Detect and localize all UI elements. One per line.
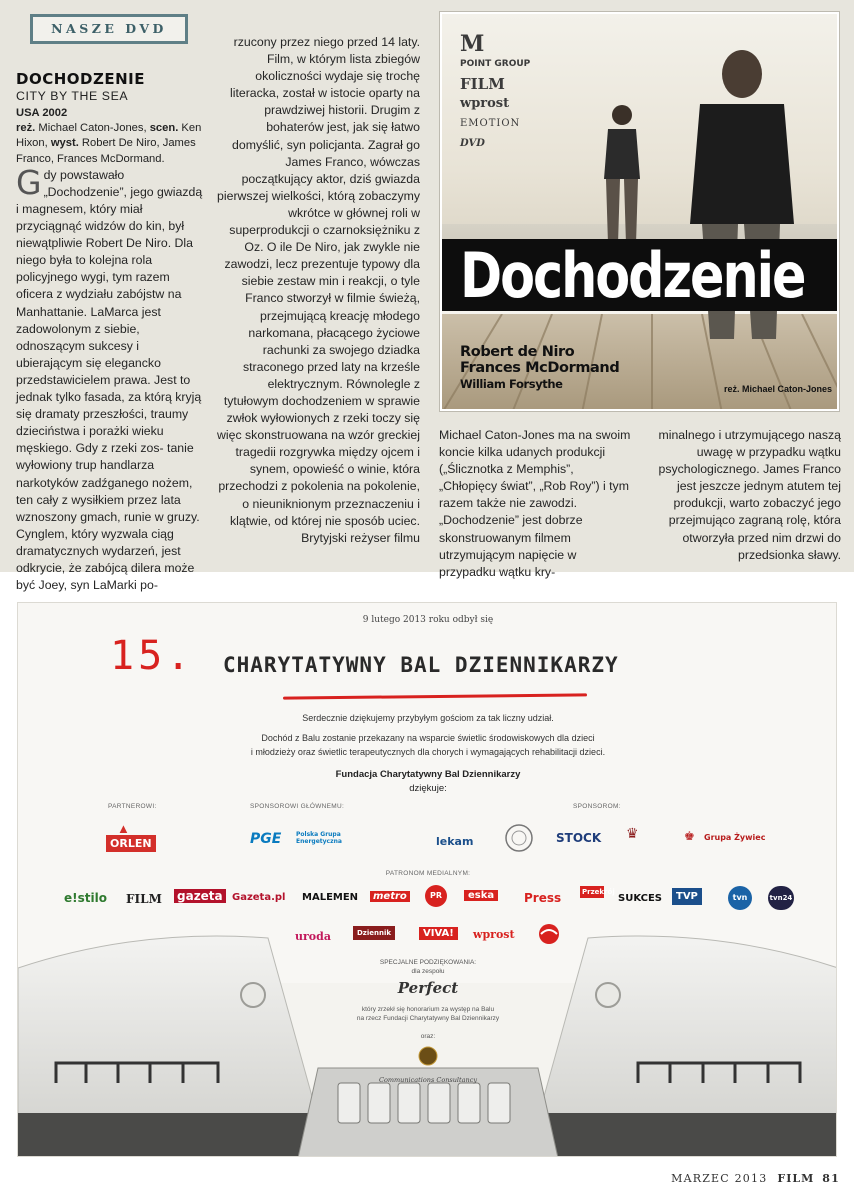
orlen-logo: ORLEN bbox=[106, 835, 156, 852]
point-group-logo: POINT GROUP bbox=[460, 59, 531, 69]
page-footer bbox=[671, 1172, 840, 1185]
emotion-logo: EMOTION bbox=[460, 118, 521, 129]
ad-thanks: Serdecznie dziękujemy przybyłym gościom za tak liczny udział. Dochód z Balu zostanie przekazany na wsparcie świetlic środowiskowych dla dzieci i młodzieży oraz świetlic terapeutycznych dla chorych i wymagających rehabilitacji dzieci. bbox=[250, 713, 606, 757]
media-label: PATRONOM MEDIALNYM: bbox=[385, 870, 471, 877]
cc-emblem-icon bbox=[418, 1045, 438, 1067]
stock-logo: STOCK bbox=[556, 831, 602, 845]
wprost-media-logo: wprost bbox=[473, 928, 515, 941]
gazetapl-logo: Gazeta.pl bbox=[232, 892, 286, 903]
dziennik-logo: Dziennik bbox=[353, 926, 395, 940]
przekroj-logo: Przekrój bbox=[582, 888, 615, 896]
credits: reż. Michael Caton-Jones, scen. Ken Hixon, wyst. Robert De Niro, James Franco, Frances McDormand. bbox=[16, 122, 202, 165]
film-meta bbox=[16, 106, 207, 167]
polsat-icon bbox=[535, 923, 565, 945]
perfect-band-logo: Perfect bbox=[397, 979, 459, 997]
ad-edition-number: 15. bbox=[110, 633, 195, 679]
lekam-logo: lekam bbox=[436, 835, 474, 848]
article-title: DOCHODZENIE bbox=[16, 70, 145, 88]
article-column-1 bbox=[16, 70, 207, 594]
eagle-icon: ▲ bbox=[117, 821, 130, 836]
country-year: USA 2002 bbox=[16, 107, 68, 119]
uroda-logo: uroda bbox=[295, 930, 331, 943]
vodka-crest-icon: ♛ bbox=[626, 825, 639, 841]
page-number: 81 bbox=[822, 1172, 840, 1185]
article-body-2: rzucony przez niego przed 14 laty. Film, w którym lista zbiegów okoliczności wydaje się trochę literacka, został w istocie oparty na prawdziwej historii. Drugim z bohaterów jest, jak się łatwo domyślić, syn policjanta. Zagrał go James Franco, wówczas początkujący aktor, dziś gwiazda pierwszej wielkości, którą zobaczymy wkrótce w głównej roli w superprodukcji o czarnoksiężniku z Oz. O ile De Niro, jak zwykle nie zawodzi, lecz prezentuje typowy dla siebie zestaw min i reakcji, o tyle Franco stworzył w filmie świeżą, przejmującą kreację młodego narkomana, płacącego życiowe rachunki za swojego dziadka straconego przed laty na krześle elektrycznym. Równolegle z tytułowym dochodzeniem w sprawie zwłok wyłowionych z rzeki toczy się więc skonstruowana na wzór greckiej tragedii rozgrywka między ojcem i synem, opowieść o winie, która przechodzi z pokolenia na pokolenie, o nieuniknionym przeznaczeniu i klątwie, od której nie sposób uciec. Brytyjski reżyser filmu bbox=[217, 35, 420, 545]
pge-logo: PGE bbox=[250, 831, 282, 847]
distributor-logos bbox=[460, 31, 560, 154]
metro-logo: metro bbox=[370, 891, 410, 902]
m-logo: M bbox=[460, 31, 483, 57]
ad-headline: CHARYTATYWNY BAL DZIENNIKARZY bbox=[223, 653, 619, 677]
poster-cast: Robert de Niro Frances McDormand William Forsythe bbox=[460, 344, 620, 391]
article-body-1: Gdy powstawało „Dochodzenie”, jego gwiazdą i magnesem, który miał przyciągnąć widzów do kin, był niewątpliwie Robert De Niro. Dla niego była to kolejna rola policyjnego wygi, tym razem oficera z wydziału zabójstw na Manhattanie. LaMarca jest zadowolonym z siebie, odnoszącym sukcesy i ubierającym się elegancko przedstawicielem prawa. Jest to jednak tylko fasada, za którą kryją się dramaty przeszłości, traumy dzieciństwa i porażki wieku męskiego. Gdy z rzeki zos- tanie wyłowiony trup handlarza narkotyków zadźganego nożem, ten cały z wysiłkiem przez lata wznoszony gmach, runie w gruzy. Cynglem, który wyzwala ciąg dramatycznych wydarzeń, jest odkrycie, że zabójcą dilera może być Joey, syn LaMarki po- bbox=[16, 162, 203, 593]
film-logo: FILM bbox=[460, 75, 505, 93]
press-logo: Press bbox=[524, 891, 562, 905]
estilo-logo: e!stilo bbox=[64, 891, 107, 905]
article-column-3 bbox=[439, 427, 635, 581]
article-column-4 bbox=[643, 427, 841, 564]
eska-logo: eska bbox=[464, 890, 498, 901]
dropcap: G bbox=[16, 162, 42, 202]
sukces-logo: SUKCES bbox=[618, 893, 662, 904]
dvd-cover bbox=[440, 12, 839, 411]
section-label: NASZE DVD bbox=[30, 14, 188, 44]
crest-icon bbox=[504, 823, 534, 853]
oraz-label: oraz: bbox=[420, 1033, 436, 1040]
article-body-3: Michael Caton-Jones ma na swoim koncie kilka udanych produkcji („Ślicznotka z Memphis”, „Chłopięcy świat”, „Rob Roy”) i tym razem także nie zawodzi. „Dochodzenie” jest dobrze skonstruowanym filmem utrzymującym napięcie w przypadku wątku kry- bbox=[439, 428, 631, 579]
dvd-logo: DVD bbox=[460, 138, 485, 149]
grupa-zywiec-logo: Grupa Żywiec bbox=[704, 833, 766, 842]
article-body-4: minalnego i utrzymującego naszą uwagę w przypadku wątku psychologicznego. James Franco jest jeszcze jednym atutem tej produkcji, warto zobaczyć jego przejmująco zagraną rolę, która otworzyła przed nim drzwi do przedsionka sławy. bbox=[658, 428, 841, 562]
film-media-logo: FILM bbox=[126, 892, 162, 906]
young-man-figure bbox=[592, 99, 652, 249]
tvp-logo: TVP bbox=[672, 888, 702, 905]
main-sponsor-label: SPONSOROWI GŁÓWNEMU: bbox=[250, 803, 345, 810]
special-thanks: SPECJALNE PODZIĘKOWANIA: dla zespołu bbox=[379, 959, 477, 975]
wprost-logo: wprost bbox=[460, 96, 510, 111]
original-title: CITY BY THE SEA bbox=[16, 89, 129, 103]
malemen-logo: MALEMEN bbox=[302, 892, 359, 903]
charity-ball-ad bbox=[17, 602, 837, 1157]
article-column-2 bbox=[215, 34, 420, 547]
partners-label: PARTNEROWI: bbox=[108, 803, 157, 810]
cc-logo: Communications Consultancy bbox=[378, 1076, 478, 1084]
sponsors-label: SPONSOROM: bbox=[573, 803, 621, 810]
article-section bbox=[0, 0, 854, 593]
crown-icon: ♚ bbox=[684, 829, 695, 843]
magazine-name: FILM bbox=[777, 1172, 815, 1185]
poster-title: Dochodzenie bbox=[460, 239, 805, 312]
tvn24-logo: tvn24 bbox=[768, 886, 794, 910]
gazeta-logo: gazeta bbox=[174, 889, 226, 903]
issue-date: MARZEC 2013 bbox=[671, 1172, 768, 1185]
pge-subtitle: Polska Grupa Energetyczna bbox=[296, 831, 342, 845]
tvn-logo: tvn bbox=[728, 886, 752, 910]
ad-foundation: Fundacja Charytatywny Bal Dziennikarzy dziękuje: bbox=[335, 769, 521, 794]
viva-logo: VIVA! bbox=[419, 927, 458, 940]
poster-director: reż. Michael Caton-Jones bbox=[724, 384, 833, 394]
radio-logo: PR bbox=[425, 885, 447, 907]
ad-date: 9 lutego 2013 roku odbył się bbox=[362, 615, 494, 625]
band-description: który zrzekł się honorarium za występ na Balu na rzecz Fundacji Charytatywny Bal Dziennikarzy bbox=[356, 1006, 500, 1022]
